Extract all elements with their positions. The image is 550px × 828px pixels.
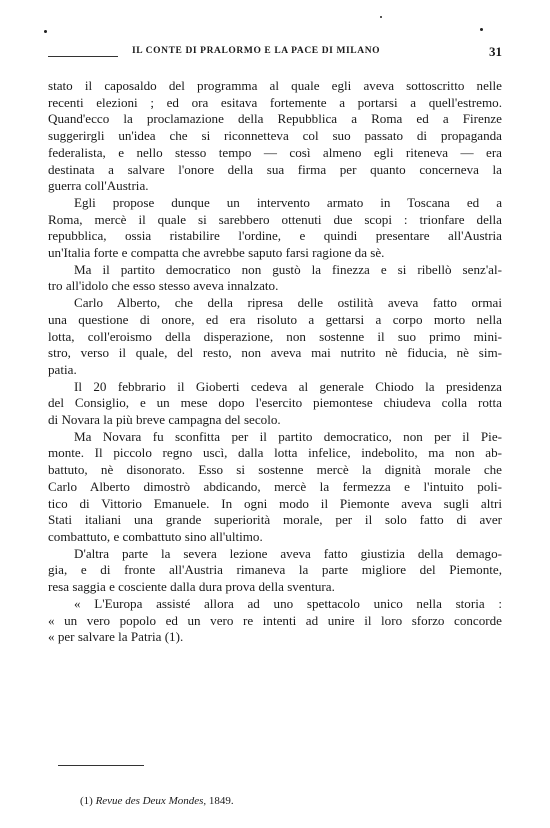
text-line: una questione di onore, ed era risoluto a gettarsi a corpo morto nella — [48, 311, 502, 327]
print-speck — [380, 16, 382, 18]
footnote-year: 1849. — [208, 795, 234, 807]
text-line: Carlo Alberto dimostrò abdicando, mercè la fermezza e l'intuito poli- — [48, 478, 502, 494]
paragraph — [48, 262, 502, 295]
text-line: « un vero popolo ed un vero re intenti ad unire il loro sforzo concorde — [48, 612, 502, 628]
text-line: « L'Europa assisté allora ad uno spettacolo unico nella storia : — [74, 595, 502, 611]
running-header — [48, 44, 502, 60]
footnote — [80, 795, 234, 807]
paragraph — [48, 78, 502, 195]
text-line: recenti elezioni ; ed ora esitava fortemente a portarsi a quell'estremo. — [48, 94, 502, 110]
paragraph — [48, 596, 502, 646]
text-line: federalista, e nello stesso tempo — così almeno egli riteneva — era — [48, 144, 502, 160]
text-line: gia, e di fronte all'Austria rimaneva la parte migliore del Piemonte, — [48, 562, 502, 578]
text-line: patia. — [48, 361, 77, 377]
text-line: combattuto, e combattuto sino all'ultimo. — [48, 528, 263, 544]
text-line: Quand'ecco la proclamazione della Repubblica a Roma ed a Firenze — [48, 111, 502, 127]
running-title: IL CONTE DI PRALORMO E LA PACE DI MILANO — [132, 46, 381, 56]
text-line: destinata a salvare l'onore della sua firma per quanto concerneva la — [48, 161, 502, 177]
text-line: stro, verso il quale, del resto, non aveva mai nutrito nè fiducia, nè sim- — [48, 345, 502, 361]
text-line: Ma il partito democratico non gustò la finezza e si ribellò senz'al- — [74, 261, 502, 277]
text-line: Stati italiani una grande superiorità morale, per il solo fatto di aver — [48, 512, 502, 528]
text-line: un'Italia forte e compatta che avrebbe saputo farsi ragione da sè. — [48, 245, 385, 261]
text-line: resa saggia e cosciente dalla dura prova della sventura. — [48, 579, 335, 595]
paragraph — [48, 429, 502, 546]
text-line: guerra coll'Austria. — [48, 178, 149, 194]
text-line: Ma Novara fu sconfitta per il partito democratico, non per il Pie- — [74, 428, 502, 444]
text-line: battuto, nè disonorato. Esso si sostenne mercè la dignità morale che — [48, 462, 502, 478]
footnote-rule — [58, 765, 144, 766]
text-line: « per salvare la Patria (1). — [48, 629, 184, 645]
print-speck — [480, 28, 483, 31]
text-line: D'altra parte la severa lezione aveva fatto giustizia della demago- — [74, 545, 502, 561]
text-line: repubblica, ossia ristabilire l'ordine, e quindi presentare all'Austria — [48, 228, 502, 244]
text-line: Il 20 febbrario il Gioberti cedeva al generale Chiodo la presidenza — [74, 378, 502, 394]
paragraph — [48, 546, 502, 596]
text-line: di Novara la più breve campagna del secolo. — [48, 412, 281, 428]
text-line: Roma, mercè il quale si sarebbero ottenuti due scopi : trionfare della — [48, 211, 502, 227]
text-line: monte. Il piccolo regno uscì, dalla lotta infelice, indebolito, ma non ab- — [48, 445, 502, 461]
paragraph — [48, 295, 502, 379]
header-rule — [48, 56, 118, 57]
paragraph — [48, 195, 502, 262]
text-line: tico di Vittorio Emanuele. In ogni modo il Piemonte aveva sugli altri — [48, 495, 502, 511]
text-line: del Consiglio, e un mese dopo l'esercito piemontese chiudeva colla rotta — [48, 395, 502, 411]
text-line: lotta, coll'eroismo della disperazione, non sostenne il suo primo mini- — [48, 328, 502, 344]
text-line: suggerirgli un'idea che si riconnetteva col suo passato di propaganda — [48, 128, 502, 144]
text-line: Carlo Alberto, che della ripresa delle ostilità aveva fatto ormai — [74, 295, 502, 311]
text-line: stato il caposaldo del programma al quale egli aveva sottoscritto nelle — [48, 78, 502, 93]
footnote-source-title: Revue des Deux Mondes, — [95, 795, 207, 807]
paragraph — [48, 379, 502, 429]
print-speck — [44, 30, 47, 33]
page-number: 31 — [489, 44, 502, 59]
text-line: Egli propose dunque un intervento armato in Toscana ed a — [74, 194, 502, 210]
body-text — [48, 78, 502, 646]
footnote-marker: (1) — [80, 795, 93, 807]
text-line: tro all'idolo che esso stesso aveva innalzato. — [48, 278, 279, 294]
